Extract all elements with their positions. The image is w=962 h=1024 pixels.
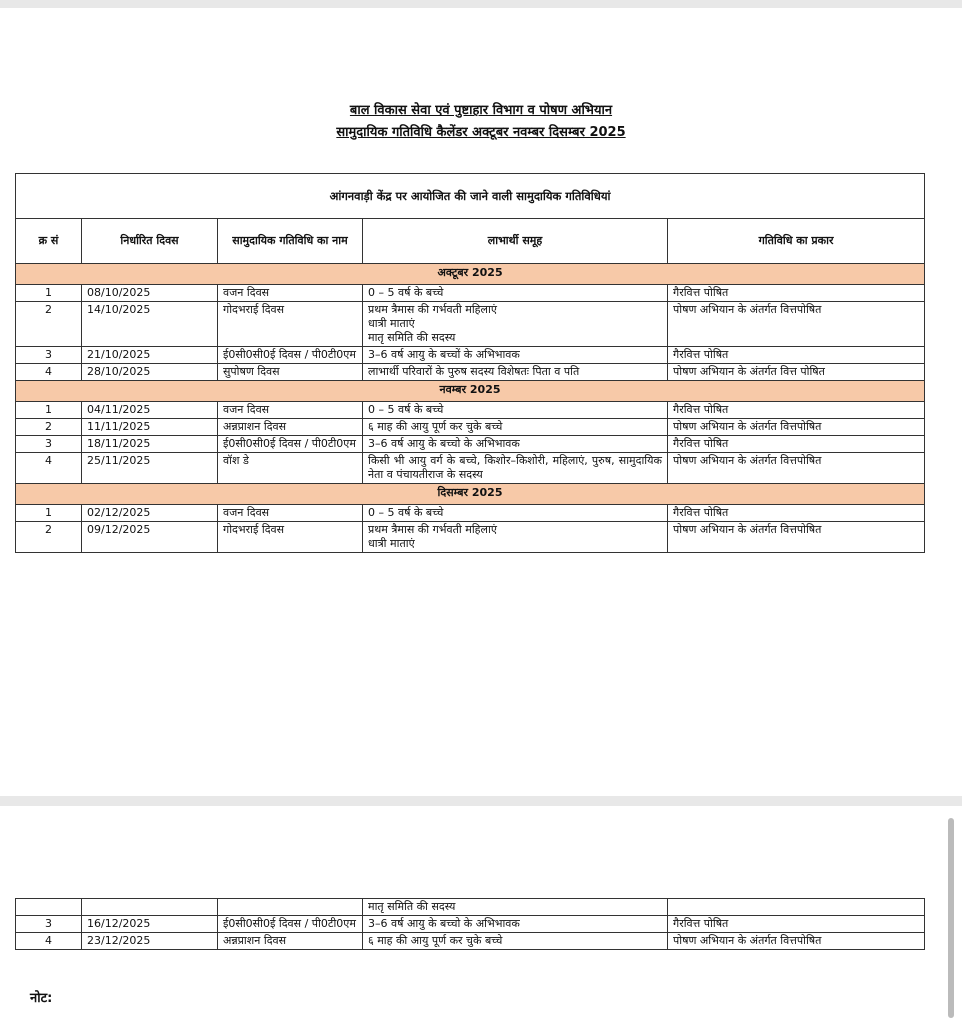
note-label: नोट: <box>30 991 53 1006</box>
serial-cell: 4 <box>16 933 82 950</box>
activity-name-cell: अन्नप्राशन दिवस <box>218 419 363 436</box>
col-header-serial: क्र सं <box>16 219 82 264</box>
col-header-activity: सामुदायिक गतिविधि का नाम <box>218 219 363 264</box>
serial-cell: 4 <box>16 364 82 381</box>
table-row <box>16 302 925 347</box>
date-cell <box>82 899 218 916</box>
activity-type-cell: गैरवित्त पोषित <box>668 285 925 302</box>
activity-name-cell <box>218 899 363 916</box>
col-header-date: निर्धारित दिवस <box>82 219 218 264</box>
date-cell: 08/10/2025 <box>82 285 218 302</box>
activity-type-cell: पोषण अभियान के अंतर्गत वित्तपोषित <box>668 453 925 484</box>
activity-name-cell: वजन दिवस <box>218 402 363 419</box>
date-cell: 04/11/2025 <box>82 402 218 419</box>
document-page-2 <box>0 806 962 1024</box>
beneficiary-cell <box>363 453 668 484</box>
date-cell: 23/12/2025 <box>82 933 218 950</box>
activity-type-cell: पोषण अभियान के अंतर्गत वित्तपोषित <box>668 302 925 347</box>
beneficiary-line: मातृ समिति की सदस्य <box>368 331 456 344</box>
table-row <box>16 453 925 484</box>
table-row <box>16 522 925 553</box>
table-row <box>16 505 925 522</box>
serial-cell: 4 <box>16 453 82 484</box>
beneficiary-line: किसी भी आयु वर्ग के बच्चे, किशोर–किशोरी, महिलाएं, पुरुष, सामुदायिक नेता व पंचायतीराज के सदस्य <box>368 454 662 481</box>
date-cell: 25/11/2025 <box>82 453 218 484</box>
month-row-october: अक्टूबर 2025 <box>16 264 925 285</box>
activity-name-cell: ई0सी0सी0ई दिवस / पी0टी0एम <box>218 436 363 453</box>
beneficiary-cell <box>363 933 668 950</box>
beneficiary-cell <box>363 402 668 419</box>
date-cell: 09/12/2025 <box>82 522 218 553</box>
beneficiary-cell <box>363 522 668 553</box>
activity-type-cell: गैरवित्त पोषित <box>668 402 925 419</box>
date-cell: 21/10/2025 <box>82 347 218 364</box>
activity-type-cell: गैरवित्त पोषित <box>668 505 925 522</box>
beneficiary-cell <box>363 347 668 364</box>
beneficiary-line: प्रथम त्रैमास की गर्भवती महिलाएं <box>368 523 497 536</box>
activity-type-cell: पोषण अभियान के अंतर्गत वित्तपोषित <box>668 933 925 950</box>
table-row <box>16 364 925 381</box>
doc-subtitle: सामुदायिक गतिविधि कैलेंडर अक्टूबर नवम्बर दिसम्बर 2025 <box>336 125 626 140</box>
beneficiary-cell <box>363 419 668 436</box>
beneficiary-line: मातृ समिति की सदस्य <box>368 900 456 913</box>
activity-table-continued <box>15 898 925 950</box>
serial-cell: 2 <box>16 302 82 347</box>
beneficiary-line: धात्री माताएं <box>368 537 415 550</box>
activity-type-cell: पोषण अभियान के अंतर्गत वित्तपोषित <box>668 522 925 553</box>
table-row <box>16 436 925 453</box>
table-row <box>16 899 925 916</box>
document-page-1 <box>0 8 962 796</box>
col-header-type: गतिविधि का प्रकार <box>668 219 925 264</box>
serial-cell: 1 <box>16 285 82 302</box>
activity-name-cell: ई0सी0सी0ई दिवस / पी0टी0एम <box>218 347 363 364</box>
month-row-december: दिसम्बर 2025 <box>16 484 925 505</box>
table-row <box>16 285 925 302</box>
activity-name-cell: वॉश डे <box>218 453 363 484</box>
beneficiary-line: धात्री माताएं <box>368 317 415 330</box>
scrollbar[interactable] <box>948 818 954 1018</box>
doc-title: बाल विकास सेवा एवं पुष्टाहार विभाग व पोषण अभियान <box>349 103 613 118</box>
beneficiary-line: 3–6 वर्ष आयु के बच्चों के अभिभावक <box>368 348 520 361</box>
beneficiary-line: ६ माह की आयु पूर्ण कर चुके बच्चे <box>368 420 503 433</box>
activity-name-cell: वजन दिवस <box>218 505 363 522</box>
date-cell: 16/12/2025 <box>82 916 218 933</box>
beneficiary-cell <box>363 436 668 453</box>
activity-type-cell: पोषण अभियान के अंतर्गत वित्तपोषित <box>668 419 925 436</box>
activity-type-cell: गैरवित्त पोषित <box>668 347 925 364</box>
beneficiary-line: प्रथम त्रैमास की गर्भवती महिलाएं <box>368 303 497 316</box>
serial-cell: 1 <box>16 402 82 419</box>
date-cell: 14/10/2025 <box>82 302 218 347</box>
activity-table <box>15 173 925 553</box>
month-row-november: नवम्बर 2025 <box>16 381 925 402</box>
beneficiary-cell <box>363 916 668 933</box>
beneficiary-line: 0 – 5 वर्ष के बच्चे <box>368 286 444 299</box>
col-header-beneficiary: लाभार्थी समूह <box>363 219 668 264</box>
serial-cell: 3 <box>16 436 82 453</box>
beneficiary-line: ६ माह की आयु पूर्ण कर चुके बच्चे <box>368 934 503 947</box>
table-row <box>16 933 925 950</box>
serial-cell: 2 <box>16 522 82 553</box>
beneficiary-cell <box>363 302 668 347</box>
table-row <box>16 916 925 933</box>
beneficiary-line: लाभार्थी परिवारों के पुरुष सदस्य विशेषतः पिता व पति <box>368 365 580 378</box>
activity-name-cell: सुपोषण दिवस <box>218 364 363 381</box>
table-row <box>16 347 925 364</box>
beneficiary-line: 0 – 5 वर्ष के बच्चे <box>368 506 444 519</box>
beneficiary-line: 0 – 5 वर्ष के बच्चे <box>368 403 444 416</box>
activity-name-cell: गोदभराई दिवस <box>218 302 363 347</box>
date-cell: 18/11/2025 <box>82 436 218 453</box>
table-caption: आंगनवाड़ी केंद्र पर आयोजित की जाने वाली सामुदायिक गतिविधियां <box>16 174 925 219</box>
serial-cell: 2 <box>16 419 82 436</box>
beneficiary-line: 3–6 वर्ष आयु के बच्चो के अभिभावक <box>368 917 520 930</box>
date-cell: 02/12/2025 <box>82 505 218 522</box>
activity-type-cell: गैरवित्त पोषित <box>668 916 925 933</box>
serial-cell: 3 <box>16 347 82 364</box>
beneficiary-cell <box>363 364 668 381</box>
serial-cell: 1 <box>16 505 82 522</box>
activity-name-cell: अन्नप्राशन दिवस <box>218 933 363 950</box>
date-cell: 11/11/2025 <box>82 419 218 436</box>
date-cell: 28/10/2025 <box>82 364 218 381</box>
table-row <box>16 419 925 436</box>
beneficiary-line: 3–6 वर्ष आयु के बच्चो के अभिभावक <box>368 437 520 450</box>
beneficiary-cell <box>363 505 668 522</box>
activity-type-cell: गैरवित्त पोषित <box>668 436 925 453</box>
activity-type-cell <box>668 899 925 916</box>
table-row <box>16 402 925 419</box>
activity-name-cell: गोदभराई दिवस <box>218 522 363 553</box>
activity-type-cell: पोषण अभियान के अंतर्गत वित्त पोषित <box>668 364 925 381</box>
beneficiary-cell <box>363 899 668 916</box>
serial-cell: 3 <box>16 916 82 933</box>
activity-name-cell: वजन दिवस <box>218 285 363 302</box>
serial-cell <box>16 899 82 916</box>
activity-name-cell: ई0सी0सी0ई दिवस / पी0टी0एम <box>218 916 363 933</box>
beneficiary-cell <box>363 285 668 302</box>
